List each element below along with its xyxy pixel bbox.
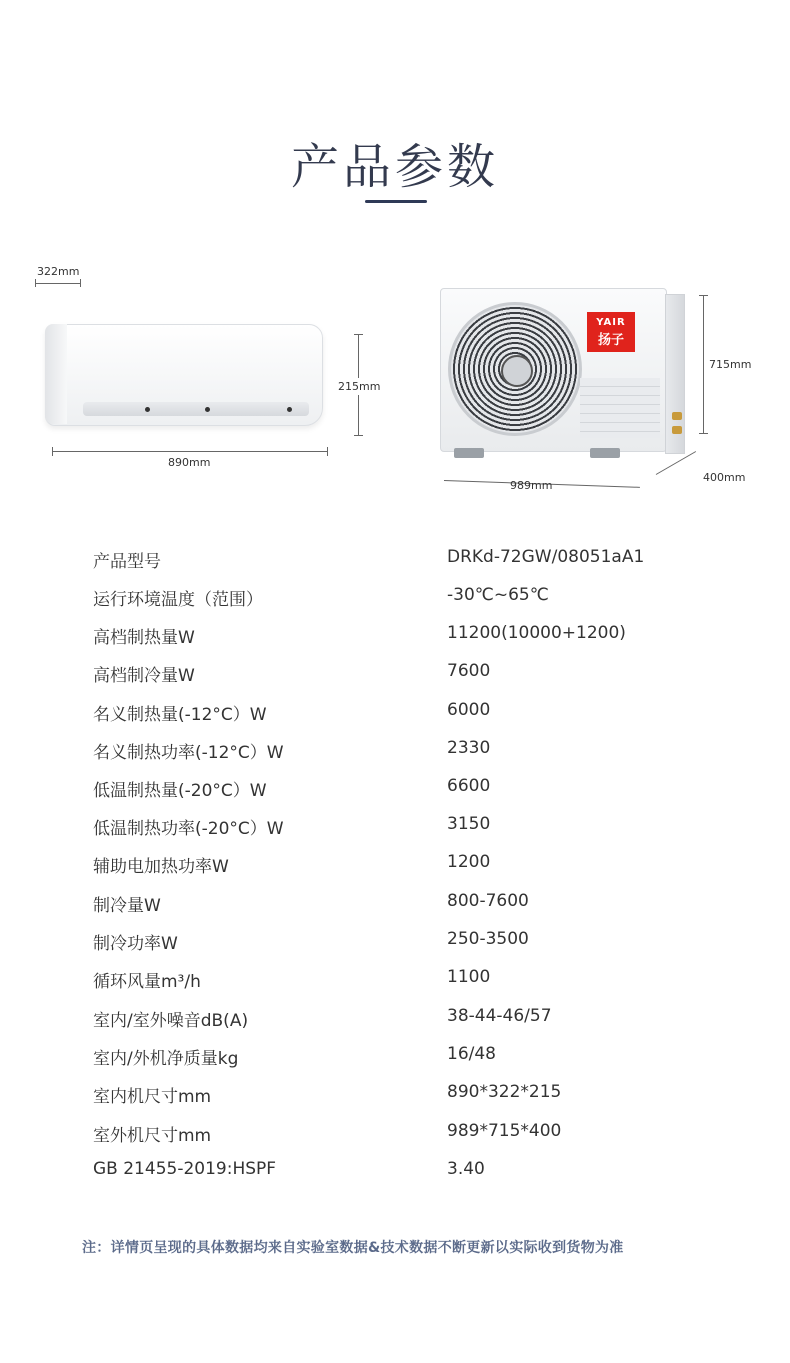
spec-row <box>0 700 790 738</box>
spec-value: -30℃~65℃ <box>447 585 549 605</box>
spec-row <box>0 1121 790 1159</box>
spec-row <box>0 1159 790 1197</box>
spec-label: 高档制冷量W <box>93 666 195 686</box>
tick <box>699 433 708 434</box>
spec-value: 16/48 <box>447 1044 496 1064</box>
spec-value: 11200(10000+1200) <box>447 623 626 643</box>
spec-label: 制冷量W <box>93 896 161 916</box>
spec-row <box>0 891 790 929</box>
spec-value: 250-3500 <box>447 929 529 949</box>
spec-label: GB 21455-2019:HSPF <box>93 1159 277 1179</box>
spec-label: 低温制热功率(-20°C）W <box>93 819 284 839</box>
spec-label: 名义制热量(-12°C）W <box>93 705 267 725</box>
spec-value: 3150 <box>447 814 491 834</box>
spec-row <box>0 623 790 661</box>
tick <box>52 447 53 456</box>
spec-value: 800-7600 <box>447 891 529 911</box>
tick <box>327 447 328 456</box>
spec-label: 名义制热功率(-12°C）W <box>93 743 284 763</box>
spec-value: 989*715*400 <box>447 1121 562 1141</box>
yair-logo: YAIR 扬子 <box>587 312 635 352</box>
tick <box>80 279 81 287</box>
indoor-height-label: 215mm <box>338 380 381 393</box>
spec-value: DRKd-72GW/08051aA1 <box>447 547 645 567</box>
spec-label: 高档制热量W <box>93 628 195 648</box>
outdoor-height-line <box>703 295 704 434</box>
spec-value: 890*322*215 <box>447 1082 562 1102</box>
indoor-depth-line <box>35 283 81 284</box>
indoor-depth-label: 322mm <box>37 265 80 278</box>
spec-row <box>0 1044 790 1082</box>
spec-row <box>0 814 790 852</box>
spec-label: 运行环境温度（范围） <box>93 590 263 610</box>
spec-label: 室外机尺寸mm <box>93 1126 212 1146</box>
spec-row <box>0 738 790 776</box>
tick <box>354 435 363 436</box>
spec-row <box>0 585 790 623</box>
spec-value: 6000 <box>447 700 491 720</box>
spec-row <box>0 967 790 1005</box>
tick <box>699 295 708 296</box>
spec-label: 低温制热量(-20°C）W <box>93 781 267 801</box>
tick <box>354 334 363 335</box>
indoor-unit-image <box>45 318 323 426</box>
spec-value: 38-44-46/57 <box>447 1006 552 1026</box>
disclaimer-note: 注：详情页呈现的具体数据均来自实验室数据&技术数据不断更新以实际收到货物为准 <box>82 1240 624 1256</box>
spec-value: 6600 <box>447 776 491 796</box>
spec-label: 循环风量m³/h <box>93 972 201 992</box>
outdoor-depth-label: 400mm <box>703 471 746 484</box>
title-underline <box>365 200 427 203</box>
spec-value: 1200 <box>447 852 491 872</box>
outdoor-width-label: 989mm <box>510 479 553 492</box>
spec-value: 7600 <box>447 661 491 681</box>
spec-label: 产品型号 <box>93 552 161 572</box>
spec-label: 制冷功率W <box>93 934 178 954</box>
spec-row <box>0 661 790 699</box>
outdoor-unit-image <box>440 288 685 470</box>
spec-label: 辅助电加热功率W <box>93 857 229 877</box>
spec-label: 室内/室外噪音dB(A) <box>93 1011 249 1031</box>
spec-value: 3.40 <box>447 1159 485 1179</box>
spec-row <box>0 547 790 585</box>
spec-row <box>0 1082 790 1120</box>
spec-value: 2330 <box>447 738 491 758</box>
spec-row <box>0 852 790 890</box>
tick <box>35 279 36 287</box>
indoor-width-label: 890mm <box>168 456 211 469</box>
spec-row <box>0 929 790 967</box>
spec-label: 室内/外机净质量kg <box>93 1049 239 1069</box>
spec-label: 室内机尺寸mm <box>93 1087 212 1107</box>
outdoor-height-label: 715mm <box>709 358 752 371</box>
spec-row <box>0 1006 790 1044</box>
spec-value: 1100 <box>447 967 491 987</box>
indoor-width-line <box>52 451 328 452</box>
spec-row <box>0 776 790 814</box>
page-title: 产品参数 <box>290 139 499 195</box>
